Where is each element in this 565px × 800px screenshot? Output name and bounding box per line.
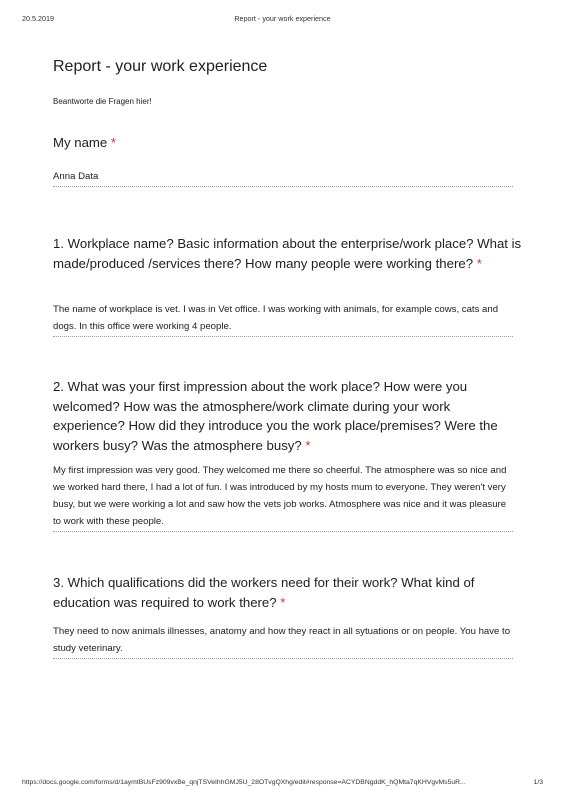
form-description: Beantworte die Fragen hier! bbox=[53, 97, 152, 106]
print-page-title: Report - your work experience bbox=[234, 14, 331, 23]
print-date: 20.5.2019 bbox=[22, 14, 54, 23]
answer-name: Anna Data bbox=[53, 168, 513, 187]
answer-3: They need to now animals illnesses, anatomy and how they react in all sytuations or on people. You have to study veterinary. bbox=[53, 623, 513, 659]
page-number: 1/3 bbox=[533, 779, 543, 786]
question-text: 3. Which qualifications did the workers need for their work? What kind of education was required to work there? bbox=[53, 575, 475, 610]
required-asterisk: * bbox=[305, 437, 311, 453]
print-footer bbox=[22, 779, 543, 789]
question-3 bbox=[53, 573, 523, 612]
question-text: My name bbox=[53, 135, 108, 150]
question-name bbox=[53, 133, 523, 153]
answer-1: The name of workplace is vet. I was in Vet office. I was working with animals, for example cows, cats and dogs. In this office were working 4 people. bbox=[53, 301, 513, 337]
required-asterisk: * bbox=[476, 255, 482, 271]
question-2 bbox=[53, 377, 523, 455]
question-text: 2. What was your first impression about the work place? How were you welcomed? How was the atmosphere/work climate during your work experience? How did they introduce you the work place/premises? Were the workers busy? Was the atmosphere busy? bbox=[53, 379, 498, 453]
print-url: https://docs.google.com/forms/d/1aymtBUsFz909vxBe_qnjTSVeIhhGMJ5U_28OTvgQXhg/edit#response=ACYDBNgddK_hQMta7qKHVgvMs5uR... bbox=[22, 779, 466, 786]
question-1 bbox=[53, 234, 523, 273]
question-text: 1. Workplace name? Basic information about the enterprise/work place? What is made/produced /services there? How many people were working there? bbox=[53, 236, 522, 271]
print-header bbox=[22, 14, 543, 26]
answer-2: My first impression was very good. They welcomed me there so cheerful. The atmosphere was so nice and we worked hard there, I had a lot of fun. I was introduced by my hosts mum to everyone. They weren't very busy, but we were working a lot and saw how the vets job works. Atmosphere was nice and it was pleasure to work with these people. bbox=[53, 462, 513, 532]
form-title: Report - your work experience bbox=[53, 58, 268, 75]
required-asterisk: * bbox=[110, 135, 117, 150]
required-asterisk: * bbox=[280, 594, 286, 610]
